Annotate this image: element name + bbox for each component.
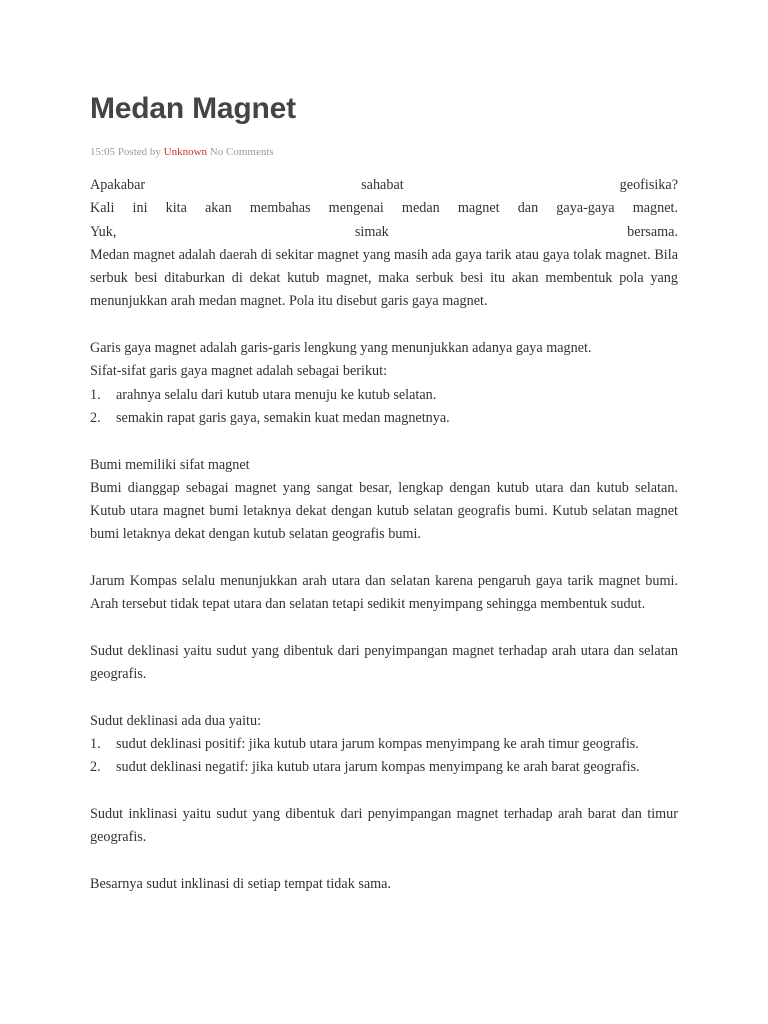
list-item — [90, 756, 678, 779]
deklinasi-heading: Sudut deklinasi ada dua yaitu: — [90, 712, 262, 729]
greeting-line: Apakabar sahabat geofisika? — [90, 177, 678, 193]
post-title: Medan Magnet — [90, 92, 296, 125]
kompas-paragraph: Jarum Kompas selalu menunjukkan arah utara dan selatan karena pengaruh gaya tarik magnet bumi. Arah tersebut tidak tepat utara dan selatan tetapi sedikit menyimpang sehingga membentuk sudut. — [90, 573, 678, 613]
garis-paragraph: Garis gaya magnet adalah garis-garis lengkung yang menunjukkan adanya gaya magnet. — [90, 340, 592, 357]
bumi-heading: Bumi memiliki sifat magnet — [90, 456, 250, 473]
comments-link[interactable]: No Comments — [209, 146, 274, 158]
definition-paragraph: Medan magnet adalah daerah di sekitar magnet yang masih ada gaya tarik atau gaya tolak magnet. Bila serbuk besi ditaburkan di dekat kutub magnet, maka serbuk besi itu akan membentuk pola yang menunjukkan arah medan magnet. Pola itu disebut garis gaya magnet. — [90, 246, 678, 310]
list-number: 1. — [90, 386, 101, 403]
post-time: 15:05 — [90, 146, 116, 158]
list-text: semakin rapat garis gaya, semakin kuat medan magnetnya. — [116, 409, 450, 426]
list-text: sudut deklinasi negatif: jika kutub utara jarum kompas menyimpang ke arah barat geografis. — [116, 759, 640, 776]
list-number: 2. — [90, 759, 101, 776]
list-item — [90, 407, 678, 430]
author-link[interactable]: Unknown — [163, 146, 208, 158]
yuk-line: Yuk, simak bersama. — [90, 223, 678, 240]
sifat-heading: Sifat-sifat garis gaya magnet adalah sebagai berikut: — [90, 363, 388, 380]
besarnya-paragraph: Besarnya sudut inklinasi di setiap tempat tidak sama. — [90, 875, 392, 892]
inklinasi-paragraph: Sudut inklinasi yaitu sudut yang dibentuk dari penyimpangan magnet terhadap arah barat dan timur geografis. — [90, 806, 678, 846]
list-number: 1. — [90, 736, 101, 753]
post-body — [90, 174, 678, 896]
post-meta — [90, 146, 274, 158]
posted-by-label: Posted by — [117, 146, 161, 158]
list-number: 2. — [90, 409, 101, 426]
deklinasi-paragraph: Sudut deklinasi yaitu sudut yang dibentuk dari penyimpangan magnet terhadap arah utara dan selatan geografis. — [90, 642, 678, 683]
list-item — [90, 384, 678, 407]
intro-line: Kali ini kita akan membahas mengenai medan magnet dan gaya-gaya magnet. — [90, 200, 678, 217]
list-text: arahnya selalu dari kutub utara menuju ke kutub selatan. — [116, 386, 437, 403]
bumi-paragraph: Bumi dianggap sebagai magnet yang sangat besar, lengkap dengan kutub utara dan kutub selatan. Kutub utara magnet bumi letaknya dekat dengan kutub selatan geografis bumi. Kutub selatan magnet bumi letaknya dekat dengan kutub selatan geografis bumi. — [90, 479, 678, 543]
list-text: sudut deklinasi positif: jika kutub utara jarum kompas menyimpang ke arah timur geografis. — [116, 736, 639, 753]
list-item — [90, 733, 678, 756]
